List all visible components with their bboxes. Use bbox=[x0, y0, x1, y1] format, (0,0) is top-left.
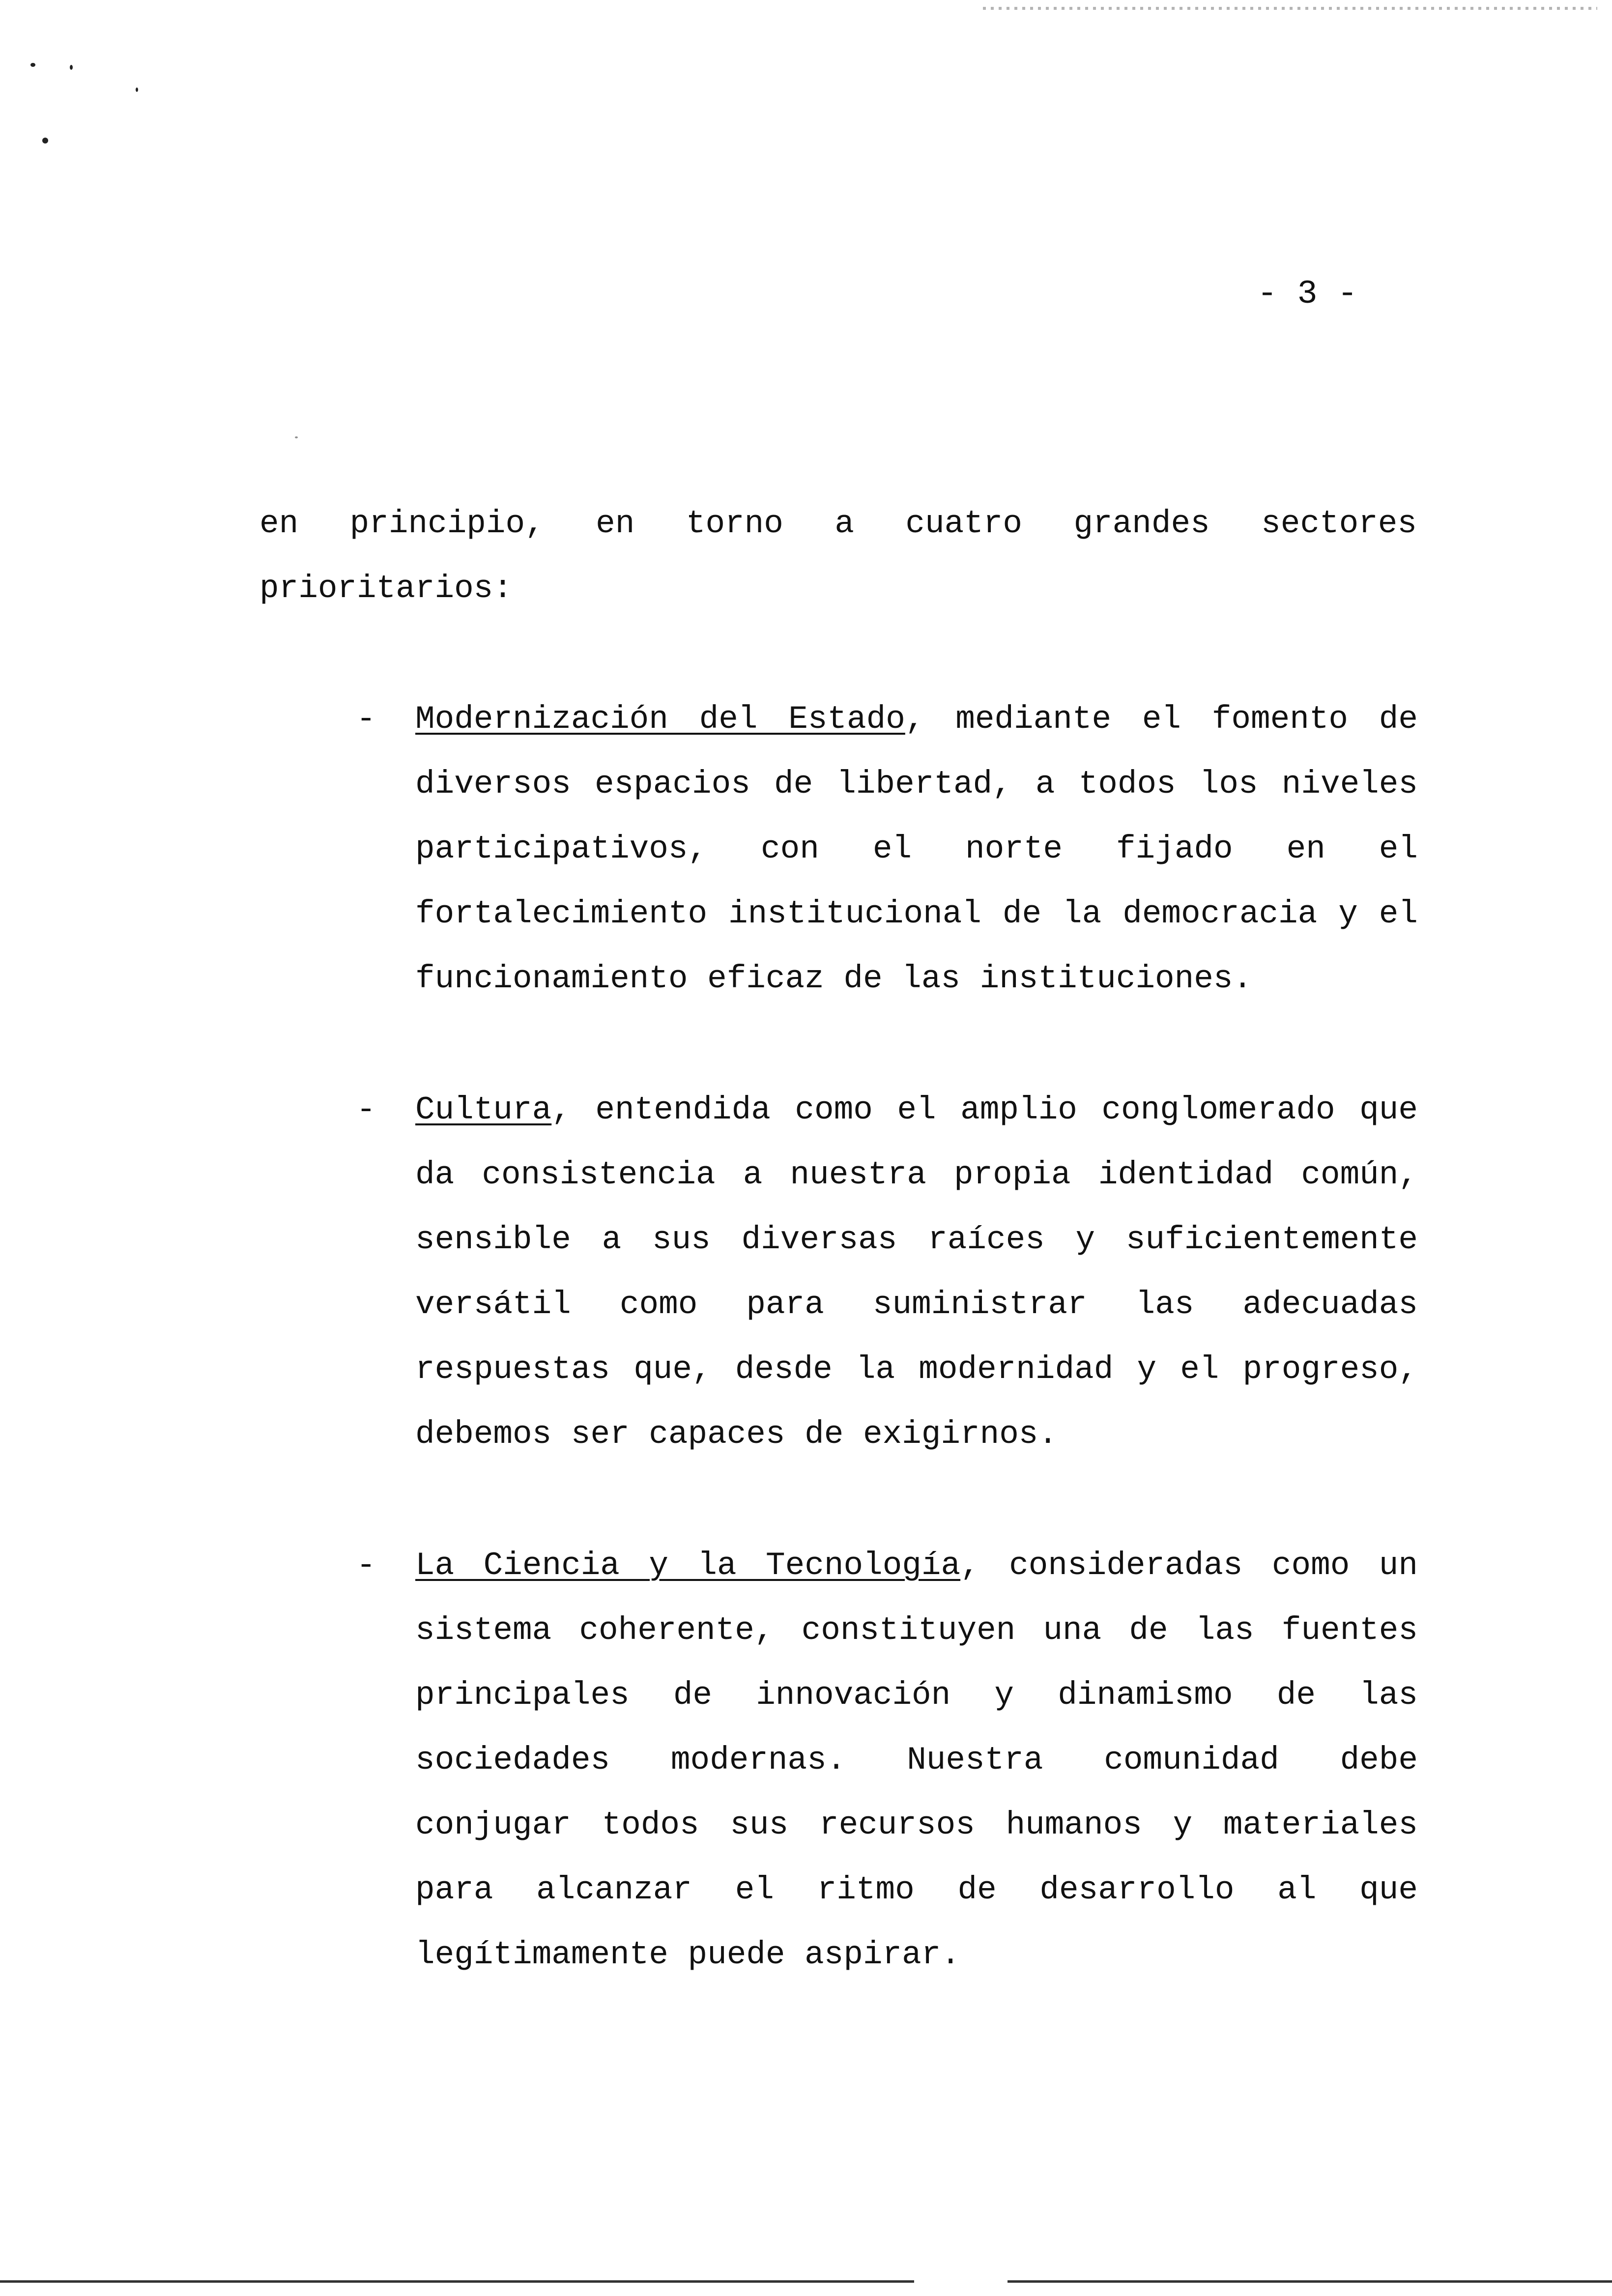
bullet-title: Cultura bbox=[415, 1091, 552, 1128]
bullet-dash: - bbox=[356, 701, 376, 738]
bullet-text bbox=[415, 687, 1418, 1011]
bullet-body: , entendida como el amplio conglomerado que da consistencia a nuestra propia identidad común, sensible a sus diversas raíces y suficientemente versátil como para suministrar las adecuadas respuestas que, desde la modernidad y el progreso, debemos ser capaces de exigirnos. bbox=[415, 1091, 1418, 1453]
bullet-title: Modernización del Estado bbox=[415, 701, 905, 738]
page-number: - 3 - bbox=[1257, 275, 1358, 313]
bullet-item bbox=[356, 1533, 1418, 1987]
bullet-dash: - bbox=[356, 1547, 376, 1584]
bullet-body: , consideradas como un sistema coherente, constituyen una de las fuentes principales de innovación y dinamismo de las sociedades modernas. Nuestra comunidad debe conjugar todos sus recursos humanos y materiales para alcanzar el ritmo de desarrollo al que legítimamente puede aspirar. bbox=[415, 1547, 1418, 1973]
scan-speck bbox=[70, 65, 73, 70]
scan-speck bbox=[136, 87, 138, 92]
bottom-rule bbox=[1008, 2280, 1612, 2283]
bullet-body: , mediante el fomento de diversos espacios de libertad, a todos los niveles participativos, con el norte fijado en el fortalecimiento institucional de la democracia y el funcionamiento eficaz de las instituciones. bbox=[415, 701, 1418, 997]
bullet-text bbox=[415, 1078, 1418, 1467]
bullet-item bbox=[356, 1078, 1418, 1467]
scan-artifact-top bbox=[983, 7, 1597, 10]
bullet-text bbox=[415, 1533, 1418, 1987]
bottom-rule bbox=[0, 2280, 914, 2283]
scan-speck bbox=[295, 436, 298, 438]
scan-speck bbox=[42, 138, 48, 144]
bullet-title: La Ciencia y la Tecnología bbox=[415, 1547, 961, 1584]
bullet-item bbox=[356, 687, 1418, 1011]
intro-paragraph: en principio, en torno a cuatro grandes sectores prioritarios: bbox=[259, 505, 1417, 607]
scan-speck bbox=[30, 63, 35, 67]
bullet-dash: - bbox=[356, 1091, 376, 1128]
